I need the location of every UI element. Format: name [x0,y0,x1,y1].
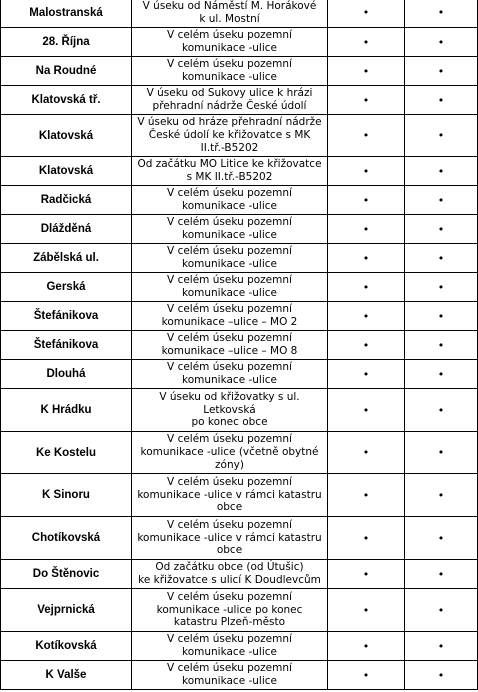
bullet-cell [405,28,478,57]
street-name-cell: Klatovská tř. [1,86,132,115]
section-description-cell: V celém úseku pozemní komunikace –ulice – MO 8 [132,331,328,360]
bullet-marker: • [437,64,445,78]
bullet-marker: • [362,446,370,459]
bullet-marker: • [362,129,370,142]
section-description-cell: V celém úseku pozemní komunikace -ulice v rámci katastru obce [132,517,328,560]
section-description-cell: Od začátku MO Litice ke křižovatce s MK II.tř.-B5202 [132,157,328,186]
section-description-cell: V celém úseku pozemní komunikace -ulice [132,360,328,389]
bullet-cell [405,302,478,331]
section-description-cell: V celém úseku pozemní komunikace -ulice [132,273,328,302]
street-name-cell: Gerská [1,273,132,302]
bullet-cell [405,474,478,517]
section-description-cell: V celém úseku pozemní komunikace -ulice (včetně obytné zóny) [132,432,328,474]
bullet-marker: • [362,164,370,178]
street-name-cell: Štefánikova [1,302,132,331]
table-row [1,0,478,28]
bullet-cell [328,389,405,432]
bullet-marker: • [362,603,370,617]
bullet-marker: • [362,531,370,545]
section-description-cell: V celém úseku pozemní komunikace -ulice [132,661,328,690]
bullet-marker: • [437,603,445,617]
street-name-cell: Kotíkovská [1,632,132,661]
section-description-cell: V úseku od Sukovy ulice k hrázi přehradní nádrže České údolí [132,86,328,115]
table-row [1,589,478,632]
section-description-cell: V celém úseku pozemní komunikace -ulice v rámci katastru obce [132,474,328,517]
street-name-cell: K Sinoru [1,474,132,517]
bullet-cell [405,432,478,474]
bullet-cell [405,0,478,28]
bullet-marker: • [362,6,370,19]
bullet-cell [328,57,405,86]
bullet-marker: • [437,488,445,502]
section-description-cell: V celém úseku pozemní komunikace -ulice [132,28,328,57]
section-description-cell: V celém úseku pozemní komunikace -ulice [132,244,328,273]
street-name-cell: Zábělská ul. [1,244,132,273]
bullet-cell [405,186,478,215]
street-name-cell: Dlážděná [1,215,132,244]
bullet-marker: • [437,338,445,352]
bullet-marker: • [362,488,370,502]
table-row [1,273,478,302]
street-name-cell: Dlouhá [1,360,132,389]
table-row [1,186,478,215]
bullet-cell [328,0,405,28]
table-row [1,560,478,589]
bullet-cell [328,157,405,186]
table-row [1,331,478,360]
bullet-cell [328,432,405,474]
bullet-marker: • [362,338,370,352]
bullet-cell [328,86,405,115]
table-row [1,302,478,331]
street-name-cell: Klatovská [1,157,132,186]
table-row [1,215,478,244]
bullet-marker: • [362,251,370,265]
bullet-marker: • [362,35,370,49]
bullet-cell [405,661,478,690]
bullet-marker: • [437,639,445,653]
table-row [1,157,478,186]
bullet-cell [328,517,405,560]
section-description-cell: V celém úseku pozemní komunikace -ulice [132,186,328,215]
street-name-cell: Štefánikova [1,331,132,360]
bullet-cell [328,273,405,302]
bullet-marker: • [362,367,370,381]
bullet-marker: • [437,367,445,381]
street-name-cell: K Hrádku [1,389,132,432]
bullet-cell [405,632,478,661]
bullet-marker: • [437,251,445,265]
bullet-cell [328,661,405,690]
street-name-cell: 28. Října [1,28,132,57]
bullet-marker: • [437,35,445,49]
table-row [1,360,478,389]
street-name-cell: K Valše [1,661,132,690]
section-description-cell: V celém úseku pozemní komunikace –ulice – MO 2 [132,302,328,331]
section-description-cell: V celém úseku pozemní komunikace -ulice [132,632,328,661]
table-row [1,632,478,661]
bullet-cell [405,215,478,244]
bullet-cell [328,186,405,215]
street-name-cell: Chotíkovská [1,517,132,560]
bullet-cell [328,360,405,389]
table-row [1,432,478,474]
bullet-marker: • [437,446,445,459]
bullet-marker: • [362,567,370,581]
section-description-cell: Od začátku obce (od Útušic) ke křižovatce s ulicí K Doudlevcům [132,560,328,589]
bullet-cell [328,560,405,589]
bullet-marker: • [362,639,370,653]
bullet-marker: • [362,280,370,294]
bullet-cell [328,589,405,632]
bullet-marker: • [362,93,370,107]
section-description-cell: V celém úseku pozemní komunikace -ulice [132,57,328,86]
bullet-marker: • [362,64,370,78]
section-description-cell: V celém úseku pozemní komunikace -ulice [132,215,328,244]
bullet-cell [405,57,478,86]
bullet-marker: • [437,309,445,323]
street-name-cell: Radčická [1,186,132,215]
section-description-cell: V úseku od hráze přehradní nádrže České údolí ke křižovatce s MK II.tř.-B5202 [132,115,328,157]
bullet-cell [328,28,405,57]
bullet-marker: • [437,164,445,178]
bullet-marker: • [362,309,370,323]
bullet-cell [405,86,478,115]
bullet-marker: • [437,403,445,417]
table-row [1,474,478,517]
bullet-cell [328,115,405,157]
bullet-marker: • [437,193,445,207]
bullet-marker: • [437,129,445,142]
bullet-cell [328,215,405,244]
bullet-cell [405,560,478,589]
street-name-cell: Klatovská [1,115,132,157]
bullet-cell [405,360,478,389]
street-name-cell: Vejprnická [1,589,132,632]
bullet-cell [328,302,405,331]
table-row [1,28,478,57]
bullet-cell [405,517,478,560]
table-body [1,0,478,690]
section-description-cell: V úseku od křižovatky s ul. Letkovská po konec obce [132,389,328,432]
bullet-cell [405,389,478,432]
bullet-marker: • [362,668,370,682]
bullet-marker: • [437,668,445,682]
section-description-cell: V celém úseku pozemní komunikace -ulice po konec katastru Plzeň-město [132,589,328,632]
bullet-marker: • [437,6,445,19]
table-row [1,115,478,157]
bullet-marker: • [437,531,445,545]
bullet-marker: • [437,93,445,107]
table-row [1,517,478,560]
street-name-cell: Malostranská [1,0,132,28]
street-name-cell: Na Roudné [1,57,132,86]
bullet-cell [328,474,405,517]
bullet-cell [328,632,405,661]
street-name-cell: Ke Kostelu [1,432,132,474]
table-row [1,661,478,690]
bullet-marker: • [362,403,370,417]
bullet-cell [328,331,405,360]
bullet-cell [405,589,478,632]
bullet-marker: • [362,193,370,207]
section-description-cell: V úseku od Náměstí M. Horákové k ul. Mostní [132,0,328,28]
bullet-marker: • [437,567,445,581]
bullet-cell [405,157,478,186]
bullet-marker: • [362,222,370,236]
bullet-cell [405,331,478,360]
bullet-cell [328,244,405,273]
table-row [1,57,478,86]
bullet-cell [405,115,478,157]
bullet-marker: • [437,222,445,236]
street-name-cell: Do Štěnovic [1,560,132,589]
bullet-cell [405,273,478,302]
table-row [1,86,478,115]
bullet-marker: • [437,280,445,294]
bullet-cell [405,244,478,273]
table-row [1,244,478,273]
table-row [1,389,478,432]
